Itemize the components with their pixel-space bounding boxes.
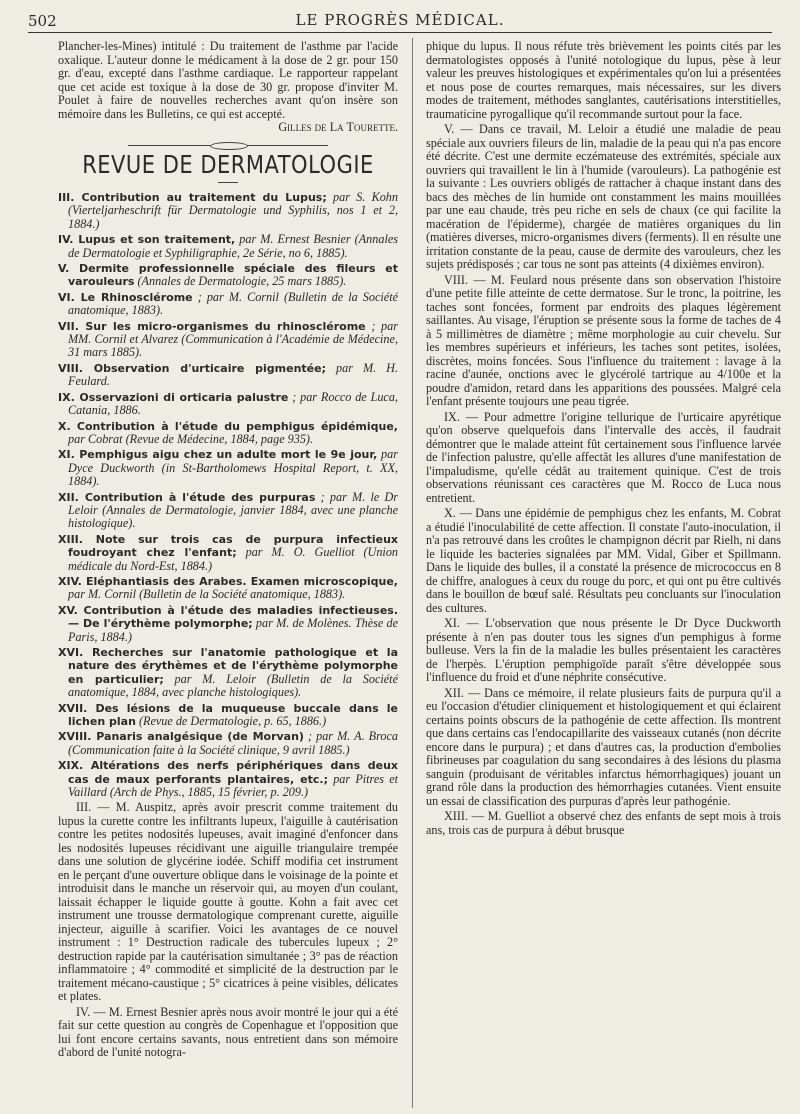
entry-reference: ; par MM. Cornil et Alvarez (Communication à l'Académie de Médecine, 31 mars 1885). [68,318,398,360]
entry-reference: (Revue de Dermatologie, p. 65, 1886.) [135,714,327,729]
paragraph-xiii: XIII. — M. Guelliot a observé chez des enfants de sept mois à trois ans, trois cas de purpura à début brusque [426,809,781,837]
entry-title: XV. Contribution à l'étude des maladies infectieuses. — De l'érythème polymorphe; [58,603,398,631]
bibliography-entry [58,391,398,418]
bibliography-entry [58,730,398,757]
bibliography-entry [58,233,398,260]
bibliography-entry [58,448,398,488]
entry-reference: par Cobrat (Revue de Médecine, 1884, page 935). [68,431,314,446]
paragraph-iv-continued: phique du lupus. Il nous réfute très brièvement les points cités par les dermatologistes opposés à l'unité notologique du lupus, pèse à leur valeur les preuves histologiques et expérimentales qu'on lui a présentées et nous pose de courtes remarques, mais nécessaires, sur les divers modes de traitement, méthodes sanglantes, cautérisations interstitielles, traumaticine pyrogallique qu'il recommande surtout pour la face. [426,40,781,121]
entry-reference: par Dyce Duckworth (in St-Bartholomews Hospital Report, t. XX, 1884). [68,447,398,489]
entry-title: XIII. Note sur trois cas de purpura infectieux foudroyant chez l'enfant; [58,532,398,560]
entry-title: X. Contribution à l'étude du pemphigus épidémique, [58,419,398,433]
bibliography-entry [58,291,398,318]
entry-title: VI. Le Rhinosclérome [58,290,193,304]
bibliography-entry [58,702,398,729]
entry-title: XI. Pemphigus aigu chez un adulte mort le 9e jour, [58,448,378,462]
entry-reference: par M. de Molènes. Thèse de Paris, 1884.) [68,616,398,644]
paragraph-x: X. — Dans une épidémie de pemphigus chez les enfants, M. Cobrat a étudié l'inoculabilité de cette affection. Il constate l'auto-inoculation, il n'a pas retrouvé dans les croûtes le champignon décrit par Rielh, ni dans le liquide les bacteries signalées par MM. Vidal, Giber et Spillmann. Dans le liquide des bulles, il a constaté la présence de micrococcus en 8 de chiffre, analogues à ceux du rouge du porc, et qui ont pu être cultivés dans le bouillon de bœuf salé. Résultats peu concluants sur l'inoculation des cultures. [426,506,781,615]
section-title: REVUE DE DERMATOLOGIE [82,149,374,179]
bibliography-entry [58,575,398,602]
entry-title: XVI. Recherches sur l'anatomie pathologique et la nature des érythèmes et de l'érythème polymorphe en particulier; [58,646,398,686]
entry-title: VII. Sur les micro-organismes du rhinosclérome [58,319,366,333]
page-header [28,8,772,33]
paragraph-ix: IX. — Pour admettre l'origine tellurique de l'urticaire apyrétique qu'on observe quelquefois dans l'intervalle des accès, il faudrait démontrer que le malade atteint fût certainement sous l'influence larvée de l'infection palustre, qu'elle affectât les allures d'une manifestation de l'impaludisme, qu'elle cédât au traitement quinique. C'est de trois observations réunissant ces caractères que M. Rocco de Luca nous entretient. [426,409,781,505]
entry-title: III. Contribution au traitement du Lupus; [58,191,327,204]
bibliography-entry [58,362,398,389]
bibliography-entry [58,262,398,289]
entry-title: VIII. Observation d'urticaire pigmentée; [58,361,326,375]
entry-title: XVII. Des lésions de la muqueuse buccale dans le lichen plan [58,701,398,729]
title-rule [218,182,238,183]
entry-reference: par Pitres et Vaillard (Arch de Phys., 1885, 15 février, p. 209.) [68,771,398,800]
signature: Gilles de La Tourette. [278,120,398,134]
page-number: 502 [28,12,57,30]
entry-title: XII. Contribution à l'étude des purpuras [58,490,316,504]
bibliography-entry [58,320,398,360]
column-divider [412,38,413,1108]
entry-reference: par M. Ernest Besnier (Annales de Dermatologie et Syphiligraphie, 2e Série, no 6, 1885). [68,232,398,260]
intro-paragraph: Plancher-les-Mines) intitulé : Du traitement de l'asthme par l'acide oxalique. L'auteur donne le médicament à la dose de 2 gr. pour 150 gr. d'eau, excepté dans l'asthme cardiaque. Le rapporteur rappelant que cet acide est toxique à la dose de 30 gr. propose d'inviter M. Poulet à faire de nouvelles recherches avant qu'on insère son mémoire dans les Bulletins, ce qui est accepté. [58,40,398,121]
paragraph-viii: VIII. — M. Feulard nous présente dans son observation l'histoire d'une petite fille atteinte de cette dermatose. Sur le tronc, la poitrine, les taches sont foncées, forment par endroits des plaques légèrement saillantes. Au visage, l'éruption se présente sous la forme de taches de 4 à 5 millimètres de diamètre ; même morphologie au cuir chevelu. Sur les membres supérieurs et inférieurs, les taches sont petites, isolées, discrètes, moins foncées. Sous l'influence du traitement : lavage à la racine d'aunée, onctions avec le glycérolé tartrique au 4/100e et la poudre d'amidon, retard dans les apparitions des poussées. Malgré cela l'enfant présente toujours une peau tigrée. [426,272,781,408]
entry-reference: (Annales de Dermatologie, 25 mars 1885). [134,274,347,289]
entry-title: XIX. Altérations des nerfs périphériques dans deux cas de maux perforants plantaires, etc.; [58,759,398,786]
left-column [58,40,398,1110]
bibliography-entry [58,420,398,447]
entry-reference: ; par M. A. Broca (Communication faite à la Société clinique, 9 avril 1885.) [68,729,398,757]
entry-title: XVIII. Panaris analgésique (de Morvan) [58,730,304,744]
bibliography-list [58,191,398,799]
entry-reference: ; par M. Cornil (Bulletin de la Société anatomique, 1883). [68,289,398,318]
right-column [426,40,781,1110]
entry-reference: ; par Rocco de Luca, Catania, 1886. [68,389,398,418]
bibliography-entry [58,759,398,799]
entry-reference: ; par M. le Dr Leloir (Annales de Dermatologie, janvier 1884, avec une planche histologique). [68,489,398,531]
entry-reference: par S. Kohn (Vierteljarheschrift für Dermatologie und Syphilis, nos 1 et 2, 1884.) [68,190,398,231]
entry-reference: par M. H. Feulard. [68,360,398,389]
paragraph-v: V. — Dans ce travail, M. Leloir a étudié une maladie de peau spéciale aux ouvriers fileurs de lin, maladie de la peau qui n'a pas encore été décrite. C'est une dermite eczémateuse des extrémités, spéciale aux ouvriers qui travaillent le lin à l'humide (varouleurs). La pathogénie est la suivante : Les ouvriers obligés de rattacher à chaque instant dans des bacs des mèches de lin humide ont constamment les mains mouillées par une eau chaude, très peu riche en sels de chaux (ce qui facilite la macération de l'épiderme), chargée de matières organiques du lin (matières diverses, micro-organismes divers (ferments). Il en résulte une irritation constante de la peau, cause de dermite des varouleurs, chez les sujets prédisposés ; car tous ne sont pas atteints (4 dixièmes environ). [426,122,781,271]
entry-reference: par M. Cornil (Bulletin de la Société anatomique, 1883). [68,587,346,602]
paragraph-iii: III. — M. Auspitz, après avoir prescrit comme traitement du lupus la curette contre les infiltrants lupeux, l'aiguille à cautérisation contre les petites nodosités lupeuses, avait imaginé d'enfoncer dans les nodosités lupeuses récidivant une aiguille triangulaire trempée dans une solution de glycérine iodée. Schiff modifia cet instrument en le perçant d'une ouverture oblique dans le voisinage de la pointe et introduisit dans le manche un réservoir qui, au moyen d'un coulant, laissait échapper le liquide goutte à goutte. Kohn a fait avec cet instrument une trousse dermatologique comprenant curette, aiguille injecteur, aiguille à scarifier. Voici les avantages de ce nouvel instrument : 1° Destruction radicale des tubercules lupeux ; 2° destruction rapide par la cautérisation simultanée ; 3° pas de réaction inflammatoire ; 4° commodité et simplicité de la destruction par le traitement mécano-caustique ; 5° cicatrices à peine visibles, délicates et plates. [58,800,398,1004]
bibliography-entry [58,191,398,231]
entry-reference: par M. O. Guelliot (Union médicale du Nord-Est, 1884.) [68,545,398,573]
section-ornament [128,141,328,149]
entry-title: IV. Lupus et son traitement, [58,233,236,247]
bibliography-entry [58,604,398,644]
entry-title: V. Dermite professionnelle spéciale des fileurs et varouleurs [58,262,398,289]
paragraph-xi: XI. — L'observation que nous présente le Dr Dyce Duckworth présente à n'en pas douter tous les signes d'un pemphigus à forme bulleuse. Vers la fin de la maladie les bulles présentaient les caractères de l'herpès. L'éruption pemphigoïde paraît s'être développée sous l'influence du froid et d'une néphrite consécutive. [426,616,781,684]
bibliography-entry [58,491,398,531]
entry-title: IX. Osservazioni di orticaria palustre [58,390,289,404]
entry-reference: par M. Leloir (Bulletin de la Société anatomique, 1884, avec planche histologiques). [68,671,398,700]
bibliography-entry [58,533,398,573]
bibliography-entry [58,646,398,700]
paragraph-iv: IV. — M. Ernest Besnier après nous avoir montré le jour qui a été fait sur cette question au congrès de Copenhague et l'opposition que lui font encore certains savants, nous entretient dans son mémoire d'abord de l'unité notogra- [58,1004,398,1060]
entry-title: XIV. Eléphantiasis des Arabes. Examen microscopique, [58,574,398,588]
paragraph-xii: XII. — Dans ce mémoire, il relate plusieurs faits de purpura qu'il a eu l'occasion d'étudier cliniquement et histologiquement et qui éclairent certains points obscurs de la pathogénie de cette affection. Ils montrent que dans certains cas l'endocapillarite des vaisseaux cutanés (non décrite encore dans le purpura) ; et dans d'autres cas, la production d'embolies fibrineuses par coagulation du sang secondaires à des lésions du plasma sanguin (produisant de véritables infarctus hémorrhagiques) jouant un grand rôle dans la production des hémorrhagies cutanées. Vient ensuite un essai de classification des purpuras d'après leur pathogénie. [426,685,781,808]
running-title: LE PROGRÈS MÉDICAL. [295,11,505,29]
